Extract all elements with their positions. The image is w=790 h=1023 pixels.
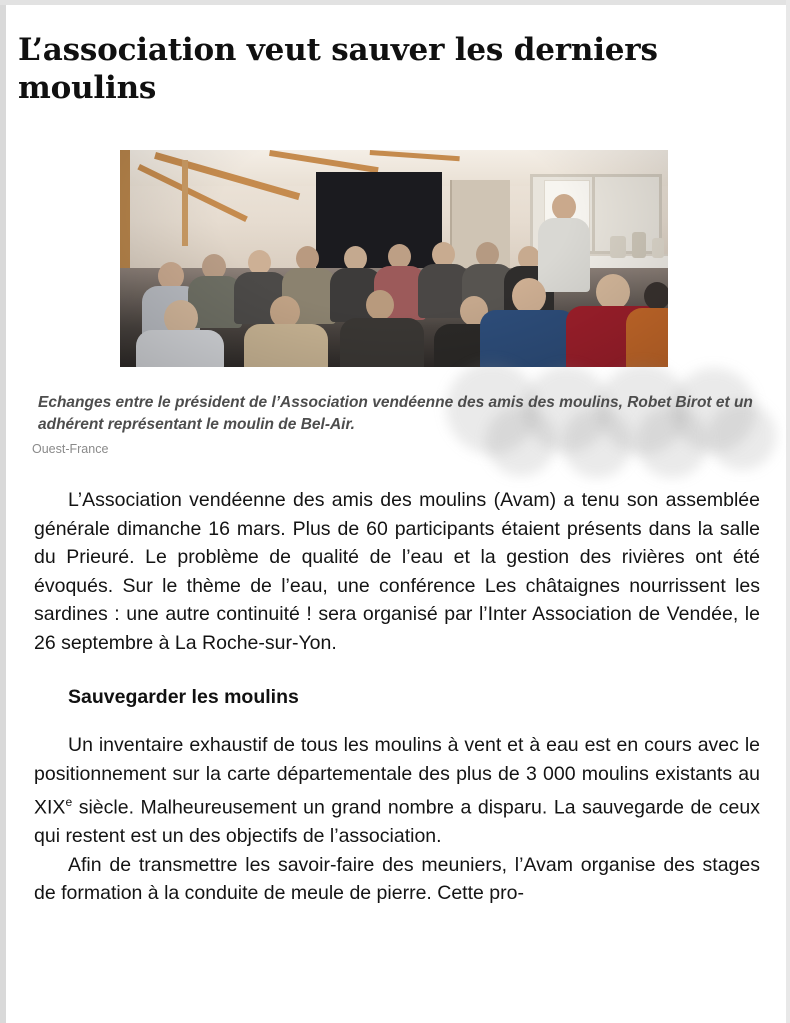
article-paragraph-3: Afin de transmettre les savoir-faire des meuniers, l’Avam organise des stages de formation à la conduite de meule de pierre. Cette pro-: [34, 853, 760, 904]
article-paragraph-2: [34, 731, 760, 851]
photo-speaker-body: [538, 218, 590, 292]
article-paragraph-1: L’Association vendéenne des amis des moulins (Avam) a tenu son assemblée générale dimanche 16 mars. Plus de 60 participants étaient présents dans la salle du Prieuré. Le problème de qualité de l’eau et la gestion des rivières ont été évoqués. Sur le thème de l’eau, une conférence Les châtaignes nourrissent les sardines : une autre continuité ! sera organisé par l’Inter Association de Vendée, le 26 septembre à La Roche-sur-Yon.: [34, 489, 760, 654]
photo-beam: [182, 160, 188, 246]
photo-person-head: [512, 278, 546, 314]
photo-caption: Echanges entre le président de l’Association vendéenne des amis des moulins, Robet Birot et un adhérent représentant le moulin de Bel-Air.: [38, 394, 753, 433]
page-title: L’association veut sauver les derniers moulins: [18, 32, 658, 106]
photo-person-body: [480, 310, 576, 367]
photo-object: [610, 236, 626, 258]
photo-person-head: [596, 274, 630, 310]
assembly-photo: [120, 150, 668, 367]
caption-zone: [16, 380, 776, 484]
article-photo-container: [16, 150, 776, 374]
photo-person-body: [626, 308, 668, 367]
paragraph-2-text-after-sup: siècle. Malheureusement un grand nombre a disparu. La sauvegarde de ceux qui restent est un des objectifs de l’association.: [34, 796, 760, 847]
paragraph-2-text-before-sup: Un inventaire exhaustif de tous les moulins à vent et à eau est en cours avec le positionnement sur la carte départementale des plus de 3 000 moulins existants au XIX: [34, 734, 760, 819]
photo-object: [652, 238, 664, 258]
photo-projection-screen: [316, 172, 442, 268]
photo-speaker-head: [552, 194, 576, 220]
photo-credit: Ouest-France: [32, 442, 109, 456]
photo-person-body: [136, 330, 224, 367]
page-left-edge: [0, 0, 6, 1023]
page-right-edge: [786, 0, 790, 1023]
article-subheading: Sauvegarder les moulins: [68, 686, 299, 708]
photo-person-head: [366, 290, 394, 320]
photo-object: [632, 232, 646, 258]
photo-beam: [120, 150, 130, 278]
century-superscript: e: [65, 795, 73, 809]
photo-person-head: [644, 282, 668, 310]
photo-person-body: [244, 324, 328, 367]
article-body: [16, 486, 776, 908]
photo-person-body: [340, 318, 424, 367]
page-content: [16, 5, 776, 908]
